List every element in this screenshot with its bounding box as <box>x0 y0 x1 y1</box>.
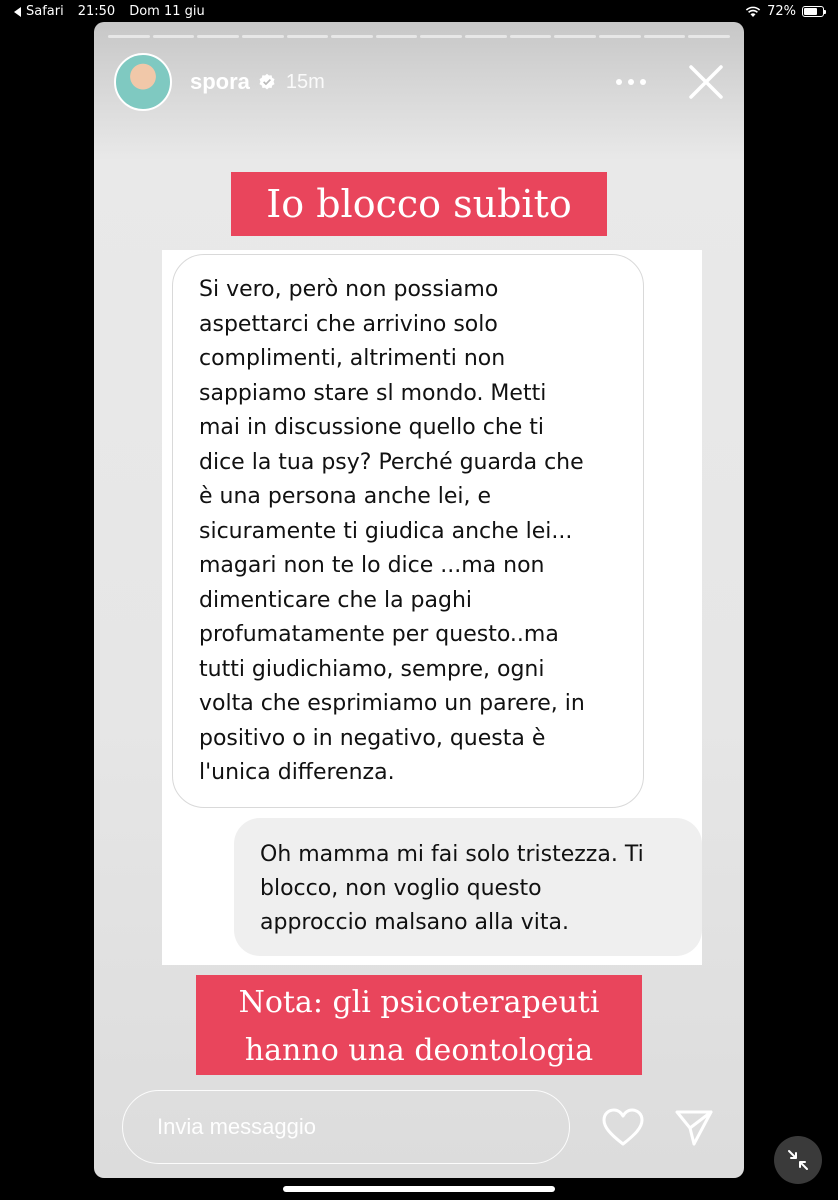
minimize-button[interactable] <box>774 1136 822 1184</box>
progress-segment <box>465 35 507 38</box>
banner-top-text: Io blocco subito <box>231 172 607 236</box>
progress-segment <box>420 35 462 38</box>
back-to-app-button[interactable] <box>14 4 64 19</box>
send-icon[interactable] <box>674 1108 714 1148</box>
reply-bar[interactable] <box>122 1090 570 1164</box>
back-app-label: Safari <box>26 4 64 19</box>
close-icon[interactable] <box>686 62 726 102</box>
progress-segment <box>331 35 373 38</box>
received-message: Si vero, però non possiamo aspettarci che arrivino solo complimenti, altrimenti non sappiamo stare sl mondo. Metti mai in discussione quello che ti dice la tua psy? Perché guarda che è una persona anche lei, e sicuramente ti giudica anche lei... magari non te lo dice ...ma non dimenticare che la paghi profumatamente per questo..ma tutti giudichiamo, sempre, ogni volta che esprimiamo un parere, in positivo o in negativo, questa è l'unica differenza. <box>172 254 644 808</box>
battery-level <box>804 8 817 15</box>
progress-segment <box>287 35 329 38</box>
progress-segment <box>510 35 552 38</box>
progress-segment <box>688 35 730 38</box>
battery-percent: 72% <box>767 4 796 19</box>
message-input[interactable] <box>157 1114 549 1140</box>
verified-badge-icon <box>258 73 276 91</box>
wifi-icon <box>745 6 761 18</box>
back-arrow-icon <box>14 7 22 17</box>
status-time: 21:50 <box>77 4 116 19</box>
more-options-icon[interactable] <box>616 72 646 92</box>
sent-message: Oh mamma mi fai solo tristezza. Ti blocco, non voglio questo approccio malsano alla vita. <box>234 818 702 956</box>
banner-bottom-content: Nota: gli psicoterapeuti hanno una deontologia <box>238 985 600 1068</box>
progress-segment <box>197 35 239 38</box>
username[interactable]: spora <box>190 69 250 94</box>
progress-segment <box>599 35 641 38</box>
posted-time: 15m <box>285 70 325 93</box>
chat-screenshot <box>162 250 702 965</box>
progress-segment <box>242 35 284 38</box>
progress-segment <box>644 35 686 38</box>
story-progress-bar <box>108 35 730 38</box>
banner-bottom-text <box>196 975 642 1075</box>
progress-segment <box>153 35 195 38</box>
minimize-icon <box>786 1148 810 1172</box>
progress-segment <box>108 35 150 38</box>
battery-icon <box>802 6 824 17</box>
progress-segment <box>376 35 418 38</box>
story-viewer[interactable] <box>94 22 744 1178</box>
avatar[interactable] <box>114 53 172 111</box>
home-indicator[interactable] <box>283 1186 555 1192</box>
progress-segment <box>554 35 596 38</box>
status-date: Dom 11 giu <box>129 4 205 19</box>
story-header <box>114 52 730 112</box>
status-bar <box>0 0 838 24</box>
heart-icon[interactable] <box>602 1108 644 1148</box>
